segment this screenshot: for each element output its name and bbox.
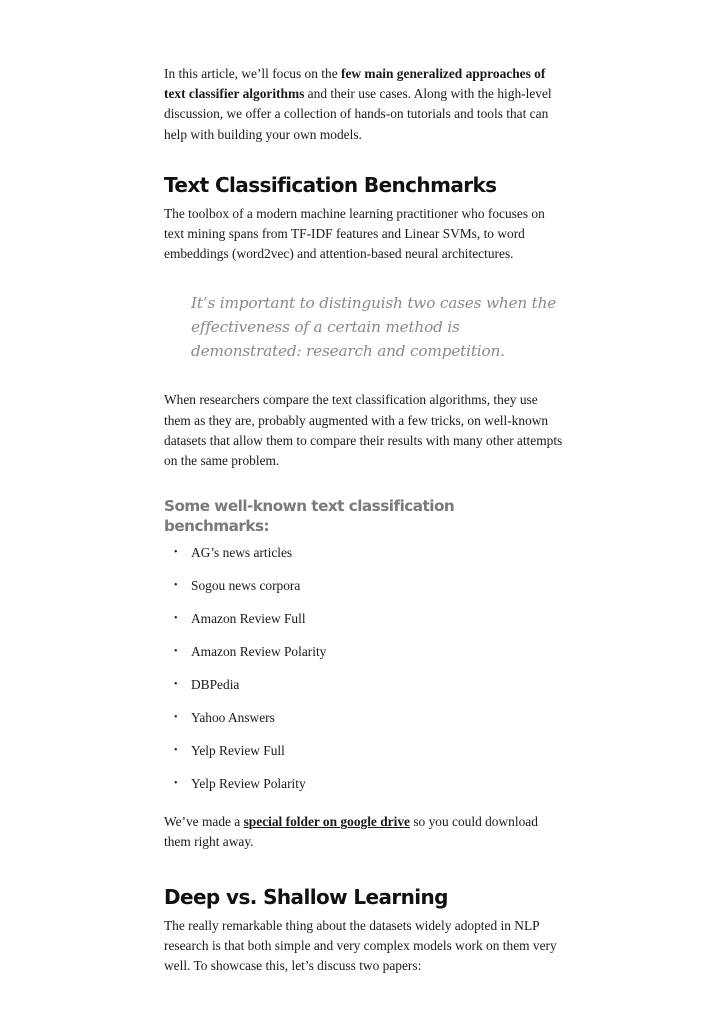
list-item-label: Yahoo Answers bbox=[191, 710, 275, 726]
list-item bbox=[164, 609, 564, 629]
intro-paragraph bbox=[164, 64, 564, 145]
datasets-paragraph: The really remarkable thing about the datasets widely adopted in NLP research is that both simple and very complex models work on them very well. To showcase this, let’s discuss two papers: bbox=[164, 917, 557, 974]
list-item bbox=[164, 675, 564, 695]
list-item bbox=[164, 543, 564, 563]
bullet-icon: • bbox=[174, 547, 178, 559]
list-item-label: Amazon Review Polarity bbox=[191, 644, 327, 660]
drive-text-start: We’ve made a bbox=[164, 814, 244, 830]
drive-paragraph bbox=[164, 812, 564, 852]
researchers-paragraph: When researchers compare the text classification algorithms, they use them as they are, probably augmented with a few tricks, on well-known datasets that allow them to compare their results with many other attempts on the same problem. bbox=[164, 392, 563, 469]
heading-deep-vs-shallow-learning: Deep vs. Shallow Learning bbox=[164, 884, 448, 909]
list-item-label: Sogou news corpora bbox=[191, 578, 301, 594]
intro-text-end: and their use cases. Along with the high-level discussion, we offer a collection of hands-on tutorials and tools that can help with building your own models. bbox=[164, 86, 552, 142]
list-item bbox=[164, 576, 564, 596]
bullet-icon: • bbox=[174, 679, 178, 691]
bullet-icon: • bbox=[174, 745, 178, 757]
list-item bbox=[164, 741, 564, 761]
bullet-icon: • bbox=[174, 712, 178, 724]
intro-text-start: In this article, we’ll focus on the bbox=[164, 66, 342, 81]
bullet-icon: • bbox=[174, 646, 178, 658]
google-drive-folder-link[interactable]: special folder on google drive bbox=[243, 814, 410, 830]
list-item-label: Yelp Review Polarity bbox=[191, 776, 306, 792]
drive-text-end: so you could download them right away. bbox=[164, 814, 538, 850]
list-item-label: Amazon Review Full bbox=[191, 611, 306, 627]
subheading-benchmarks: Some well-known text classification benchmarks: bbox=[164, 497, 455, 536]
heading-text-classification-benchmarks: Text Classification Benchmarks bbox=[164, 172, 497, 197]
list-item-label: DBPedia bbox=[191, 677, 240, 693]
list-item-label: Yelp Review Full bbox=[191, 743, 285, 759]
list-item bbox=[164, 708, 564, 728]
bullet-icon: • bbox=[174, 613, 178, 625]
list-item bbox=[164, 774, 564, 794]
benchmark-list bbox=[164, 543, 564, 794]
intro-bold-text: few main generalized approaches of text classifier algorithms bbox=[164, 66, 546, 102]
list-item-label: AG’s news articles bbox=[191, 545, 293, 561]
bullet-icon: • bbox=[174, 778, 178, 790]
toolbox-paragraph: The toolbox of a modern machine learning practitioner who focuses on text mining spans from TF-IDF features and Linear SVMs, to word embeddings (word2vec) and attention-based neural architectures. bbox=[164, 205, 545, 262]
list-item bbox=[164, 642, 564, 662]
article-body bbox=[164, 64, 564, 976]
bullet-icon: • bbox=[174, 580, 178, 592]
pull-quote: It’s important to distinguish two cases when the effectiveness of a certain method is demonstrated: research and competition. bbox=[191, 294, 557, 361]
